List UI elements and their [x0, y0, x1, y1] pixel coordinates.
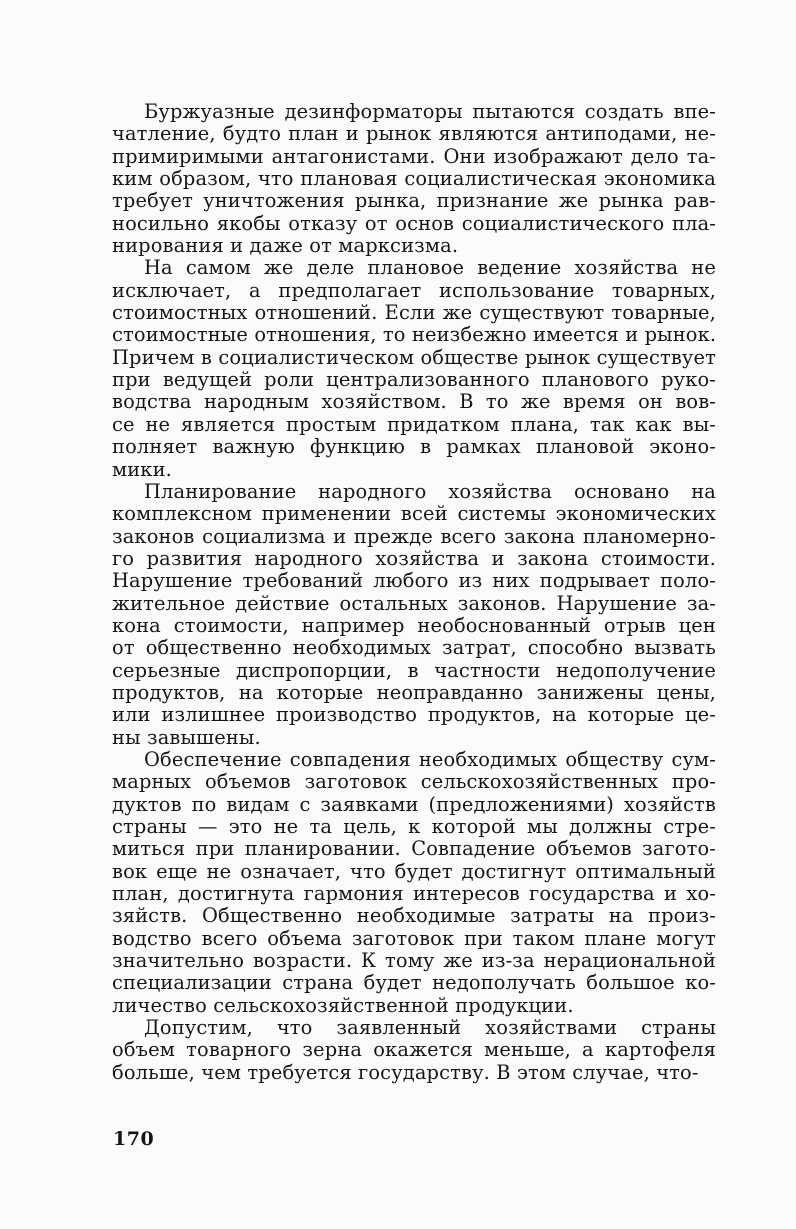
text-line: чатление, будто план и рынок являются антиподами, не- [112, 122, 716, 146]
text-line: комплексном применении всей системы экономических [112, 502, 716, 526]
text-line: специализации страна будет недополучать большое ко- [112, 971, 716, 995]
text-line: На самом же деле плановое ведение хозяйства не [144, 256, 716, 280]
paragraph [112, 481, 716, 749]
text-line: жительное действие остальных законов. Нарушение за- [112, 591, 716, 615]
text-line: законов социализма и прежде всего закона планомерно- [112, 524, 716, 548]
text-line: стоимостных отношений. Если же существуют товарные, [112, 301, 716, 325]
text-line: или излишнее производство продуктов, на которые це- [112, 703, 716, 727]
text-line: от общественно необходимых затрат, способно вызвать [112, 636, 716, 660]
text-line: водство всего объема заготовок при таком плане могут [112, 926, 716, 950]
text-line: го развития народного хозяйства и закона стоимости. [112, 546, 716, 570]
text-line: Причем в социалистическом обществе рынок существует [112, 345, 716, 369]
text-line: объем товарного зерна окажется меньше, а картофеля [112, 1038, 716, 1062]
text-line: больше, чем требуется государству. В этом случае, что- [112, 1060, 699, 1084]
text-line: мики. [112, 457, 172, 481]
text-line: носильно якобы отказу от основ социалистического пла- [112, 211, 716, 235]
text-line: при ведущей роли централизованного планового руко- [112, 368, 716, 392]
text-line: Обеспечение совпадения необходимых обществу сум- [144, 747, 716, 771]
text-line: серьезные диспропорции, в частности недополучение [112, 658, 716, 682]
text-line: ны завышены. [112, 725, 261, 749]
text-line: Планирование народного хозяйства основано на [144, 479, 716, 503]
text-line: вок еще не означает, что будет достигнут оптимальный [112, 859, 716, 883]
text-line: нирования и даже от марксизма. [112, 234, 459, 258]
text-line: Буржуазные дезинформаторы пытаются создать впе- [144, 100, 716, 123]
text-line: кона стоимости, например необоснованный отрыв цен [112, 613, 716, 637]
text-line: ким образом, что плановая социалистическая экономика [112, 167, 716, 191]
text-line: личество сельскохозяйственной продукции. [112, 993, 574, 1017]
text-line: стоимостные отношения, то неизбежно имеется и рынок. [112, 323, 717, 347]
paragraph [112, 1017, 716, 1084]
text-line: полняет важную функцию в рамках плановой эконо- [112, 435, 716, 459]
text-line: зяйств. Общественно необходимые затраты на произ- [112, 904, 716, 928]
text-line: исключает, а предполагает использование товарных, [112, 278, 716, 302]
text-line: марных объемов заготовок сельскохозяйственных про- [112, 770, 716, 794]
text-line: требует уничтожения рынка, признание же рынка рав- [112, 189, 716, 213]
paragraph [112, 749, 716, 1017]
text-line: примиримыми антагонистами. Они изображают дело та- [112, 144, 716, 168]
page-number: 170 [113, 1128, 155, 1150]
text-line: план, достигнута гармония интересов государства и хо- [112, 882, 716, 906]
text-line: се не является простым придатком плана, так как вы- [112, 412, 716, 436]
text-line: продуктов, на которые неоправданно занижены цены, [112, 680, 716, 704]
body-text [112, 101, 716, 1084]
text-line: водства народным хозяйством. В то же время он вов- [112, 390, 716, 414]
paragraph [112, 101, 716, 257]
text-line: Допустим, что заявленный хозяйствами страны [144, 1016, 716, 1040]
text-line: Нарушение требований любого из них подрывает поло- [112, 569, 716, 593]
paragraph [112, 257, 716, 480]
text-line: значительно возрасти. К тому же из-за нерациональной [112, 949, 716, 973]
text-line: миться при планировании. Совпадение объемов загото- [112, 837, 716, 861]
text-line: дуктов по видам с заявками (предложениями) хозяйств [112, 792, 716, 816]
text-line: страны — это не та цель, к которой мы должны стре- [112, 815, 716, 838]
